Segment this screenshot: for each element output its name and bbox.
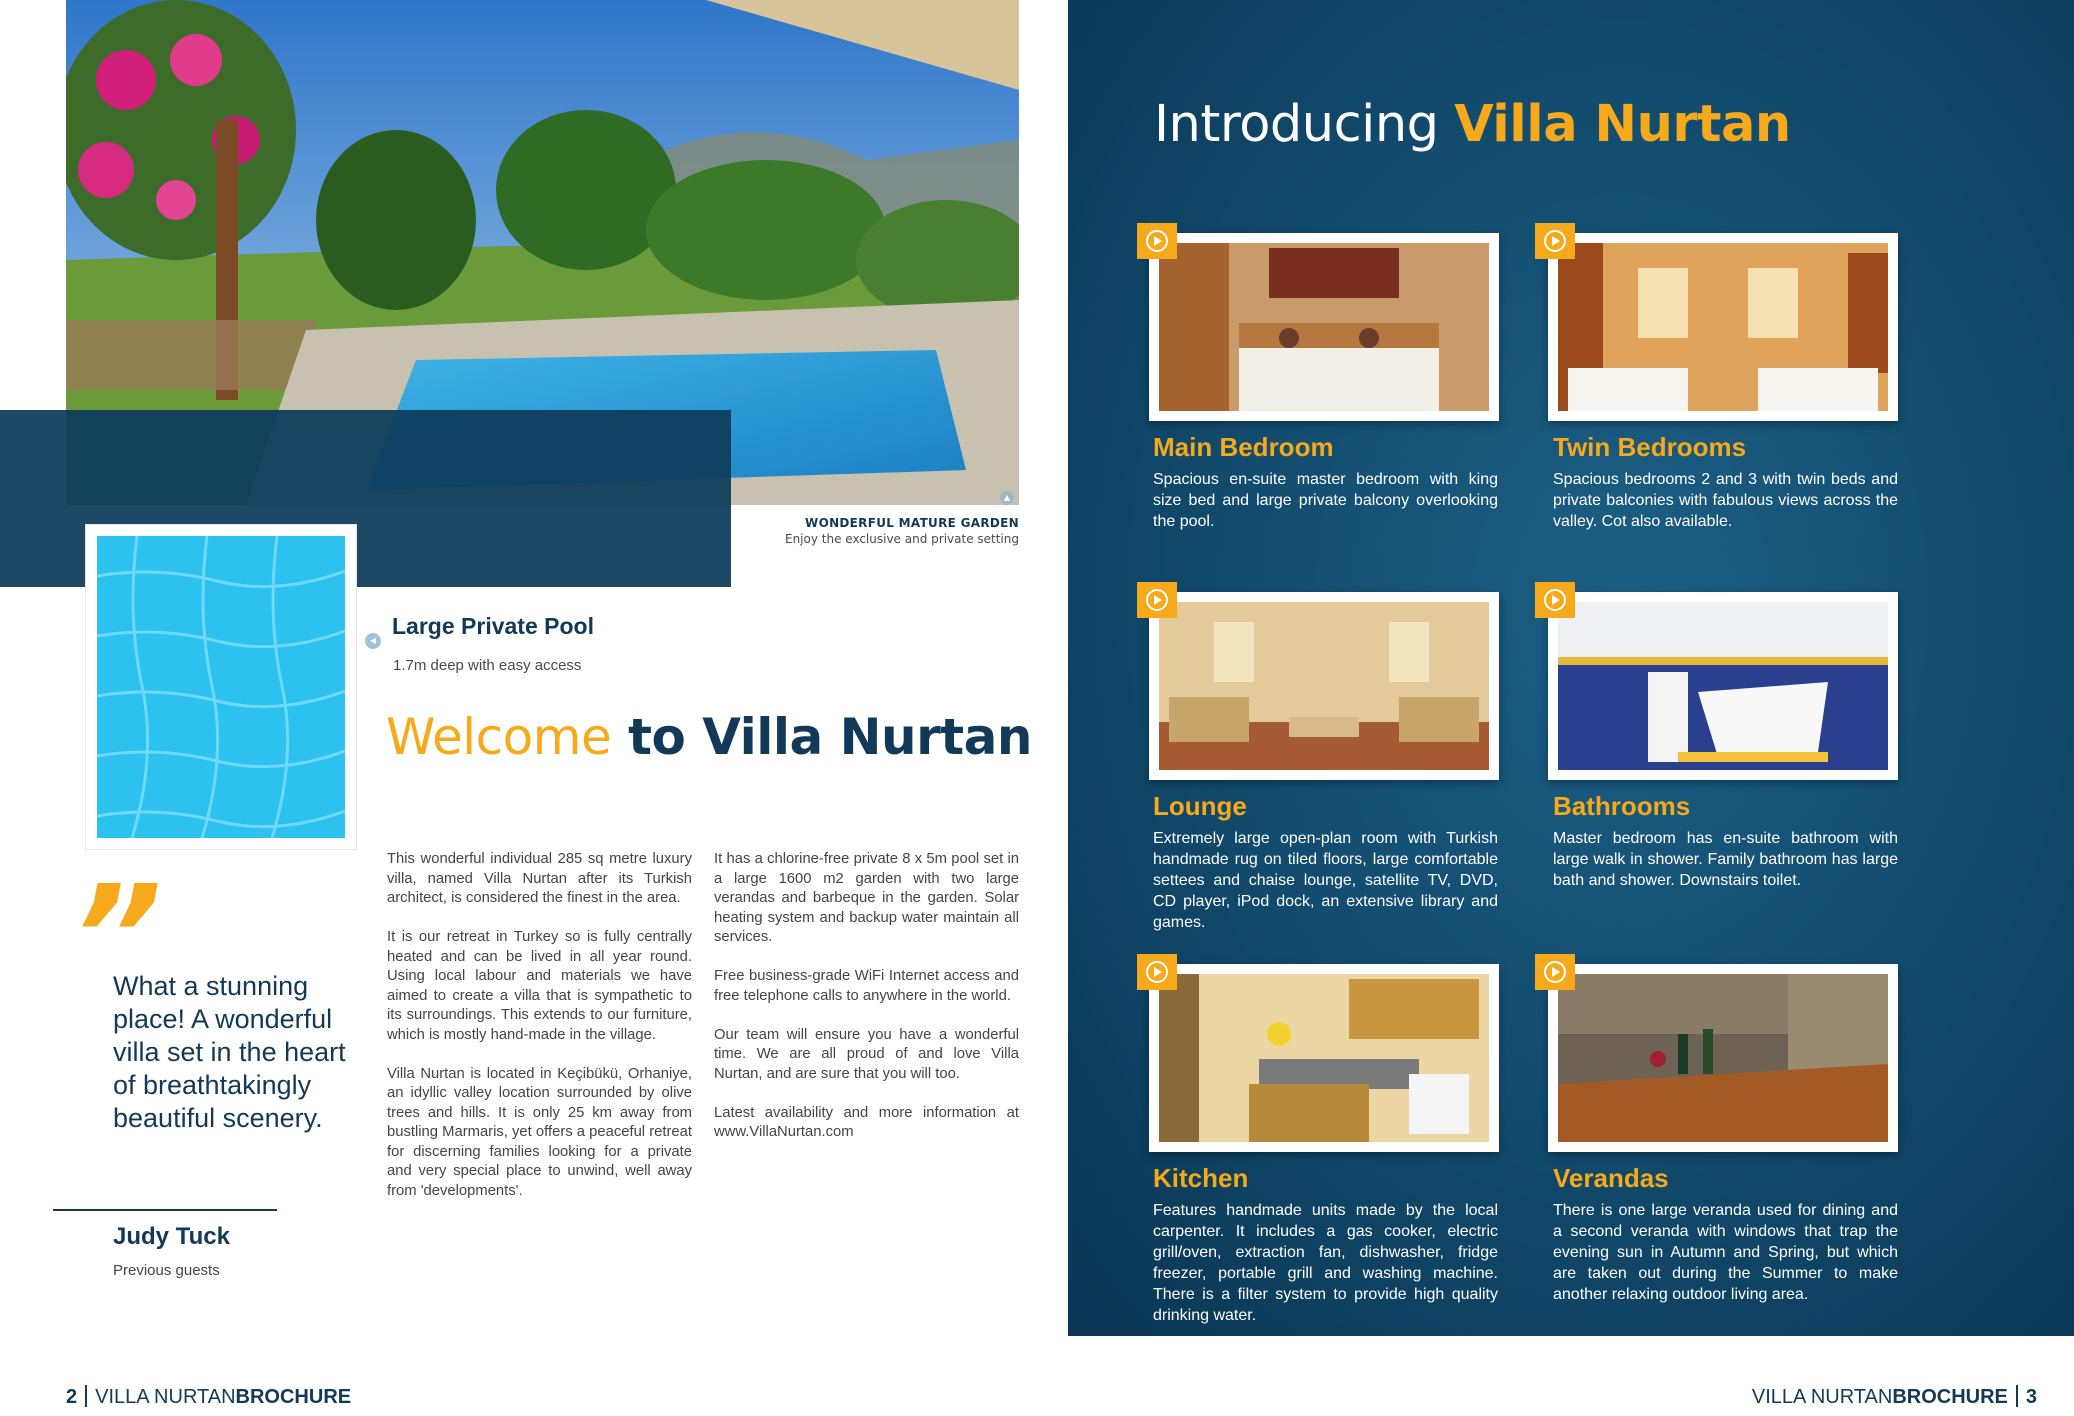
hero-caption-subtitle: Enjoy the exclusive and private setting (784, 532, 1019, 546)
welcome-villa-name: to Villa Nurtan (611, 708, 1033, 766)
pool-water-photo (86, 525, 356, 849)
paragraph: Latest availability and more information at www.VillaNurtan.com (714, 1104, 1019, 1140)
room-title-twin-bedrooms: Twin Bedrooms (1553, 432, 1747, 462)
room-description: Spacious en-suite master bedroom with king size bed and large private balcony overlooking the pool. (1153, 471, 1498, 530)
paragraph: It has a chlorine-free private 8 x 5m pool set in a large 1600 m2 garden with two large verandas and barbeque in the garden. Solar heating system and backup water maintain all services. (714, 851, 1019, 945)
play-icon[interactable] (1535, 954, 1575, 990)
intro-villa-name: Villa Nurtan (1454, 95, 1791, 154)
paragraph: Free business-grade WiFi Internet access and free telephone calls to anywhere in the world. (714, 968, 1019, 1004)
room-description: Spacious bedrooms 2 and 3 with twin beds and private balconies with fabulous views across the valley. Cot also available. (1553, 471, 1898, 530)
intro-word: Introducing (1154, 95, 1455, 154)
play-icon[interactable] (1137, 223, 1177, 259)
bathrooms-photo (1548, 592, 1898, 780)
room-description: Extremely large open-plan room with Turkish handmade rug on tiled floors, large comfortable settees and chaise lounge, satellite TV, DVD, CD player, iPod dock, an extensive library and games. (1153, 830, 1498, 931)
room-description: Features handmade units made by the local carpenter. It includes a gas cooker, electric grill/oven, extraction fan, dishwasher, fridge freezer, portable grill and washing machine. There is a filter system to provide high quality drinking water. (1153, 1202, 1498, 1324)
intro-heading (1154, 95, 1791, 154)
page-number: 3 (2025, 1386, 2037, 1408)
page-number: 2 (66, 1386, 78, 1408)
footer-name: VILLA NURTAN (1751, 1386, 1893, 1408)
footer-brand: BROCHURE (235, 1386, 352, 1408)
testimonial-role: Previous guests (113, 1262, 220, 1279)
lounge-photo (1149, 592, 1499, 780)
caret-left-icon: ◀ (365, 633, 381, 649)
room-description: Master bedroom has en-suite bathroom with large walk in shower. Family bathroom has large bath and shower. Downstairs toilet. (1553, 830, 1898, 889)
welcome-heading (386, 708, 1032, 766)
play-icon[interactable] (1137, 954, 1177, 990)
kitchen-photo (1149, 964, 1499, 1152)
paragraph: This wonderful individual 285 sq metre luxury villa, named Villa Nurtan after its Turkish architect, is considered the finest in the area. (387, 851, 692, 906)
testimonial-quote: What a stunning place! A wonderful villa set in the heart of breathtakingly beautiful scenery. (113, 971, 346, 1133)
quote-mark-icon: ” (72, 856, 163, 1019)
footer-divider (85, 1385, 87, 1407)
pool-subtitle: 1.7m deep with easy access (393, 657, 582, 674)
footer-divider (2016, 1385, 2018, 1407)
room-title-lounge: Lounge (1153, 791, 1247, 821)
body-column-2 (714, 850, 1019, 1162)
room-description: There is one large veranda used for dining and a second veranda with windows that trap the evening sun in Autumn and Spring, but which are taken out during the Summer to make another relaxing outdoor living area. (1553, 1202, 1898, 1303)
footer-name: VILLA NURTAN (95, 1386, 236, 1408)
paragraph: Our team will ensure you have a wonderful time. We are all proud of and love Villa Nurtan, and are sure that you will too. (714, 1026, 1019, 1082)
twin-bedrooms-photo (1548, 233, 1898, 421)
welcome-word: Welcome (386, 708, 612, 766)
body-column-1 (387, 850, 692, 1221)
room-title-bathrooms: Bathrooms (1553, 791, 1691, 821)
verandas-photo (1548, 964, 1898, 1152)
room-title-main-bedroom: Main Bedroom (1153, 432, 1334, 462)
footer-right (1752, 1385, 2037, 1409)
room-title-verandas: Verandas (1553, 1163, 1669, 1193)
paragraph: Villa Nurtan is located in Keçibükü, Orhaniye, an idyllic valley location surrounded by olive trees and hills. It is only 25 km away from bustling Marmaris, yet offers a peaceful retreat for discerning families looking for a private and very special place to unwind, well away from 'developments'. (387, 1065, 692, 1199)
quote-divider (53, 1209, 277, 1211)
pool-title: Large Private Pool (392, 613, 594, 639)
paragraph: It is our retreat in Turkey so is fully centrally heated and can be lived in all year round. Using local labour and materials we have aimed to create a villa that is sympathetic to its surroundings. This extends to our furniture, which is mostly hand-made in the village. (387, 929, 692, 1043)
caret-up-icon: ▲ (1000, 491, 1014, 505)
footer-left (66, 1385, 351, 1409)
play-icon[interactable] (1137, 582, 1177, 618)
play-icon[interactable] (1535, 582, 1575, 618)
play-icon[interactable] (1535, 223, 1575, 259)
hero-caption (659, 516, 1019, 546)
footer-brand: BROCHURE (1892, 1386, 2008, 1408)
room-title-kitchen: Kitchen (1153, 1163, 1249, 1193)
testimonial-author: Judy Tuck (113, 1223, 230, 1250)
hero-caption-title: WONDERFUL MATURE GARDEN (805, 516, 1019, 530)
main-bedroom-photo (1149, 233, 1499, 421)
